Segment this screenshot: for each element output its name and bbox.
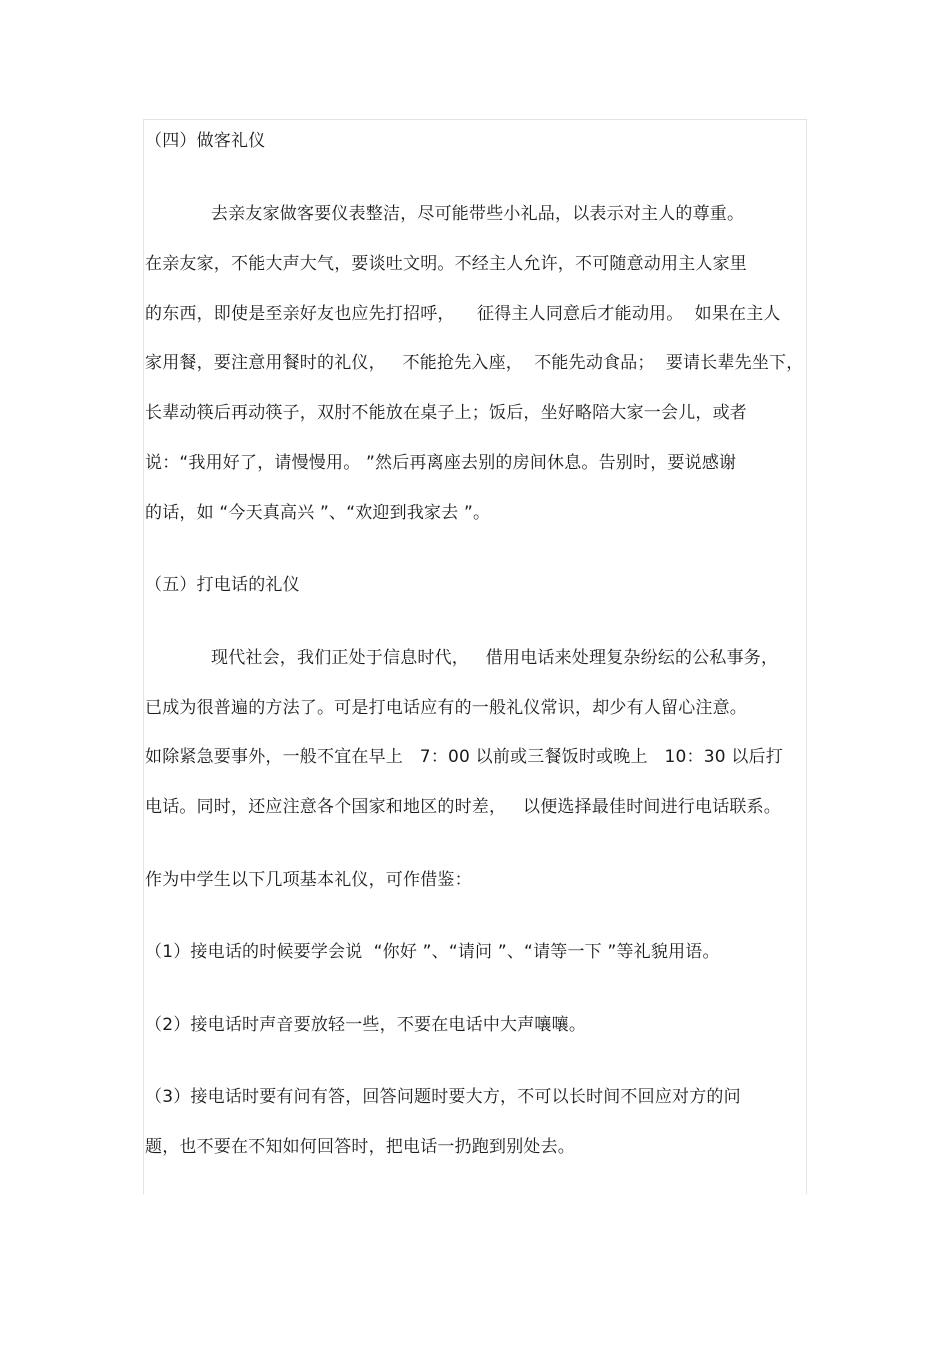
paragraph-line: 现代社会，我们正处于信息时代， 借用电话来处理复杂纷纭的公私事务， xyxy=(211,648,779,668)
list-item: （2）接电话时声音要放轻一些，不要在电话中大声嚷嚷。 xyxy=(145,1015,587,1035)
paragraph-line: 电话。同时，还应注意各个国家和地区的时差， 以便选择最佳时间进行电话联系。 xyxy=(145,797,782,817)
list-item: （3）接电话时要有问有答，回答问题时要大方，不可以长时间不回应对方的问 xyxy=(145,1087,741,1107)
paragraph-line: 如除紧急要事外，一般不宜在早上 7：00 以前或三餐饭时或晚上 10：30 以后打 xyxy=(145,747,783,767)
intro-line: 作为中学生以下几项基本礼仪，可作借鉴： xyxy=(145,870,472,890)
paragraph-line: 家用餐，要注意用餐时的礼仪， 不能抢先入座， 不能先动食品； 要请长辈先坐下， xyxy=(145,353,804,373)
list-item: （1）接电话的时候要学会说 “你好 ”、“请问 ”、“请等一下 ”等礼貌用语。 xyxy=(145,942,720,962)
section-heading-visiting: （四）做客礼仪 xyxy=(145,131,266,151)
paragraph-line: 长辈动筷后再动筷子，双肘不能放在桌子上；饭后，坐好略陪大家一会儿，或者 xyxy=(145,403,747,423)
list-item-continuation: 题，也不要在不知如何回答时，把电话一扔跑到别处去。 xyxy=(145,1137,575,1157)
paragraph-line: 去亲友家做客要仪表整洁，尽可能带些小礼品，以表示对主人的尊重。 xyxy=(211,204,745,224)
paragraph-line: 的东西，即使是至亲好友也应先打招呼， 征得主人同意后才能动用。 如果在主人 xyxy=(145,304,781,324)
section-heading-phone: （五）打电话的礼仪 xyxy=(145,575,300,595)
paragraph-line: 在亲友家，不能大声大气，要谈吐文明。不经主人允许，不可随意动用主人家里 xyxy=(145,254,747,274)
paragraph-line: 说：“我用好了，请慢慢用。 ”然后再离座去别的房间休息。告别时，要说感谢 xyxy=(145,453,737,473)
paragraph-line: 的话，如 “今天真高兴 ”、“欢迎到我家去 ”。 xyxy=(145,503,491,523)
paragraph-line: 已成为很普遍的方法了。可是打电话应有的一般礼仪常识，却少有人留心注意。 xyxy=(145,698,747,718)
